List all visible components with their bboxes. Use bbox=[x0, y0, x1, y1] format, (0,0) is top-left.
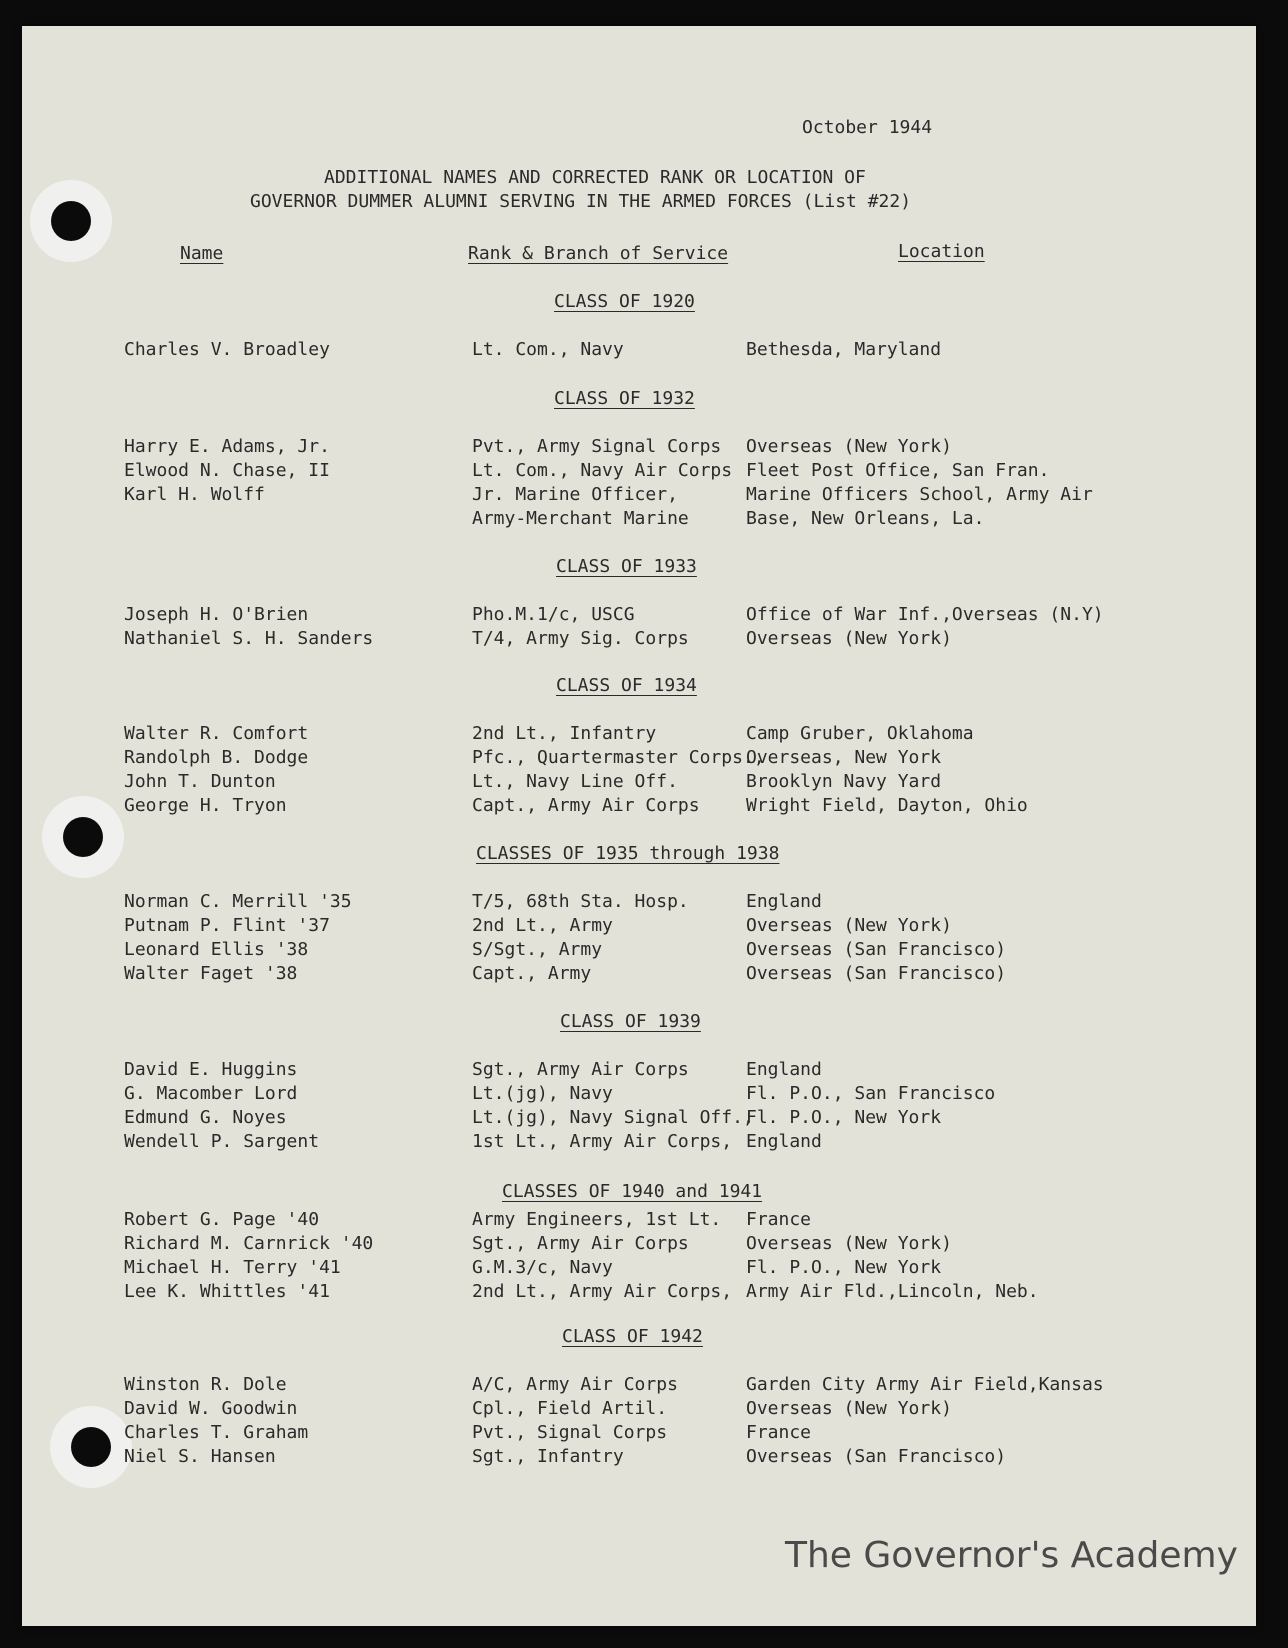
alumnus-name: Niel S. Hansen bbox=[124, 1446, 276, 1467]
rank-branch: Jr. Marine Officer, bbox=[472, 484, 678, 505]
alumnus-name: Karl H. Wolff bbox=[124, 484, 265, 505]
section-heading: CLASS OF 1942 bbox=[562, 1326, 703, 1347]
rank-branch: Cpl., Field Artil. bbox=[472, 1398, 668, 1419]
alumnus-name: Putnam P. Flint '37 bbox=[124, 915, 330, 936]
alumnus-name: David E. Huggins bbox=[124, 1059, 298, 1080]
alumnus-name: Robert G. Page '40 bbox=[124, 1209, 320, 1230]
alumnus-name: G. Macomber Lord bbox=[124, 1083, 298, 1104]
alumnus-name: Joseph H. O'Brien bbox=[124, 604, 309, 625]
service-location: Overseas (New York) bbox=[746, 628, 952, 649]
service-location: Brooklyn Navy Yard bbox=[746, 771, 942, 792]
alumnus-name: Randolph B. Dodge bbox=[124, 747, 309, 768]
rank-branch: Capt., Army Air Corps bbox=[472, 795, 700, 816]
watermark-text: The Governor's Academy bbox=[785, 1535, 1238, 1576]
alumnus-name: Norman C. Merrill '35 bbox=[124, 891, 352, 912]
roster-row bbox=[0, 962, 1288, 986]
rank-branch: Lt.(jg), Navy Signal Off., bbox=[472, 1107, 754, 1128]
service-location: Army Air Fld.,Lincoln, Neb. bbox=[746, 1281, 1039, 1302]
alumnus-name: David W. Goodwin bbox=[124, 1398, 298, 1419]
rank-branch: Army Engineers, 1st Lt. bbox=[472, 1209, 722, 1230]
service-location: Overseas (San Francisco) bbox=[746, 1446, 1007, 1467]
roster-row bbox=[0, 1058, 1288, 1082]
service-location: Overseas (New York) bbox=[746, 1398, 952, 1419]
alumnus-name: Charles T. Graham bbox=[124, 1422, 309, 1443]
rank-branch: Pvt., Signal Corps bbox=[472, 1422, 668, 1443]
header-location: Location bbox=[898, 241, 985, 262]
service-location: Bethesda, Maryland bbox=[746, 339, 942, 360]
roster-row bbox=[0, 1232, 1288, 1256]
service-location: Fl. P.O., San Francisco bbox=[746, 1083, 996, 1104]
header-name: Name bbox=[180, 243, 224, 264]
service-location: Base, New Orleans, La. bbox=[746, 508, 985, 529]
section-heading: CLASSES OF 1935 through 1938 bbox=[476, 843, 780, 864]
rank-branch: Lt. Com., Navy bbox=[472, 339, 624, 360]
rank-branch: Sgt., Army Air Corps bbox=[472, 1059, 689, 1080]
section-heading: CLASS OF 1939 bbox=[560, 1011, 701, 1032]
service-location: Wright Field, Dayton, Ohio bbox=[746, 795, 1028, 816]
roster-row bbox=[0, 1280, 1288, 1304]
section-heading: CLASSES OF 1940 and 1941 bbox=[502, 1181, 763, 1202]
service-location: England bbox=[746, 1131, 822, 1152]
roster-row bbox=[0, 507, 1288, 531]
roster-row bbox=[0, 890, 1288, 914]
title-line-2: GOVERNOR DUMMER ALUMNI SERVING IN THE ARMED FORCES (List #22) bbox=[250, 191, 912, 212]
roster-row bbox=[0, 1373, 1288, 1397]
rank-branch: A/C, Army Air Corps bbox=[472, 1374, 678, 1395]
roster-row bbox=[0, 627, 1288, 651]
roster-row bbox=[0, 483, 1288, 507]
alumnus-name: Charles V. Broadley bbox=[124, 339, 330, 360]
roster-row bbox=[0, 338, 1288, 362]
roster-row bbox=[0, 435, 1288, 459]
rank-branch: Lt.(jg), Navy bbox=[472, 1083, 613, 1104]
alumnus-name: Michael H. Terry '41 bbox=[124, 1257, 341, 1278]
service-location: Marine Officers School, Army Air bbox=[746, 484, 1093, 505]
alumnus-name: George H. Tryon bbox=[124, 795, 287, 816]
rank-branch: Pvt., Army Signal Corps bbox=[472, 436, 722, 457]
rank-branch: S/Sgt., Army bbox=[472, 939, 603, 960]
alumnus-name: Winston R. Dole bbox=[124, 1374, 287, 1395]
roster-row bbox=[0, 938, 1288, 962]
rank-branch: Pfc., Quartermaster Corps., bbox=[472, 747, 765, 768]
roster-row bbox=[0, 603, 1288, 627]
alumnus-name: Nathaniel S. H. Sanders bbox=[124, 628, 374, 649]
alumnus-name: Richard M. Carnrick '40 bbox=[124, 1233, 374, 1254]
service-location: Camp Gruber, Oklahoma bbox=[746, 723, 974, 744]
service-location: Overseas (New York) bbox=[746, 436, 952, 457]
punch-hole-top bbox=[30, 180, 112, 262]
roster-row bbox=[0, 1421, 1288, 1445]
rank-branch: Pho.M.1/c, USCG bbox=[472, 604, 635, 625]
section-heading: CLASS OF 1933 bbox=[556, 556, 697, 577]
service-location: Fl. P.O., New York bbox=[746, 1257, 942, 1278]
rank-branch: Sgt., Army Air Corps bbox=[472, 1233, 689, 1254]
roster-row bbox=[0, 1082, 1288, 1106]
service-location: Fl. P.O., New York bbox=[746, 1107, 942, 1128]
alumnus-name: John T. Dunton bbox=[124, 771, 276, 792]
document-date: October 1944 bbox=[802, 117, 933, 138]
roster-row bbox=[0, 1130, 1288, 1154]
alumnus-name: Wendell P. Sargent bbox=[124, 1131, 320, 1152]
rank-branch: Army-Merchant Marine bbox=[472, 508, 689, 529]
rank-branch: Lt. Com., Navy Air Corps bbox=[472, 460, 733, 481]
roster-row bbox=[0, 1208, 1288, 1232]
header-rank: Rank & Branch of Service bbox=[468, 243, 729, 264]
roster-row bbox=[0, 914, 1288, 938]
roster-row bbox=[0, 1106, 1288, 1130]
service-location: England bbox=[746, 1059, 822, 1080]
roster-row bbox=[0, 1256, 1288, 1280]
rank-branch: 2nd Lt., Army Air Corps, bbox=[472, 1281, 733, 1302]
alumnus-name: Leonard Ellis '38 bbox=[124, 939, 309, 960]
rank-branch: T/5, 68th Sta. Hosp. bbox=[472, 891, 689, 912]
alumnus-name: Elwood N. Chase, II bbox=[124, 460, 330, 481]
service-location: Fleet Post Office, San Fran. bbox=[746, 460, 1050, 481]
service-location: Office of War Inf.,Overseas (N.Y) bbox=[746, 604, 1104, 625]
roster-row bbox=[0, 1397, 1288, 1421]
service-location: Garden City Army Air Field,Kansas bbox=[746, 1374, 1104, 1395]
title-line-1: ADDITIONAL NAMES AND CORRECTED RANK OR LOCATION OF bbox=[324, 167, 866, 188]
rank-branch: G.M.3/c, Navy bbox=[472, 1257, 613, 1278]
rank-branch: Sgt., Infantry bbox=[472, 1446, 624, 1467]
rank-branch: 2nd Lt., Army bbox=[472, 915, 613, 936]
alumnus-name: Walter Faget '38 bbox=[124, 963, 298, 984]
service-location: Overseas (New York) bbox=[746, 1233, 952, 1254]
service-location: Overseas (San Francisco) bbox=[746, 963, 1007, 984]
section-heading: CLASS OF 1934 bbox=[556, 675, 697, 696]
section-heading: CLASS OF 1920 bbox=[554, 291, 695, 312]
service-location: England bbox=[746, 891, 822, 912]
roster-row bbox=[0, 794, 1288, 818]
rank-branch: 2nd Lt., Infantry bbox=[472, 723, 657, 744]
service-location: Overseas (San Francisco) bbox=[746, 939, 1007, 960]
service-location: Overseas (New York) bbox=[746, 915, 952, 936]
alumnus-name: Walter R. Comfort bbox=[124, 723, 309, 744]
roster-row bbox=[0, 1445, 1288, 1469]
roster-row bbox=[0, 722, 1288, 746]
service-location: France bbox=[746, 1422, 812, 1443]
section-heading: CLASS OF 1932 bbox=[554, 388, 695, 409]
alumnus-name: Lee K. Whittles '41 bbox=[124, 1281, 330, 1302]
rank-branch: Lt., Navy Line Off. bbox=[472, 771, 678, 792]
rank-branch: 1st Lt., Army Air Corps, bbox=[472, 1131, 733, 1152]
service-location: Overseas, New York bbox=[746, 747, 942, 768]
roster-row bbox=[0, 459, 1288, 483]
rank-branch: T/4, Army Sig. Corps bbox=[472, 628, 689, 649]
roster-row bbox=[0, 746, 1288, 770]
roster-row bbox=[0, 770, 1288, 794]
alumnus-name: Edmund G. Noyes bbox=[124, 1107, 287, 1128]
alumnus-name: Harry E. Adams, Jr. bbox=[124, 436, 330, 457]
rank-branch: Capt., Army bbox=[472, 963, 592, 984]
service-location: France bbox=[746, 1209, 812, 1230]
